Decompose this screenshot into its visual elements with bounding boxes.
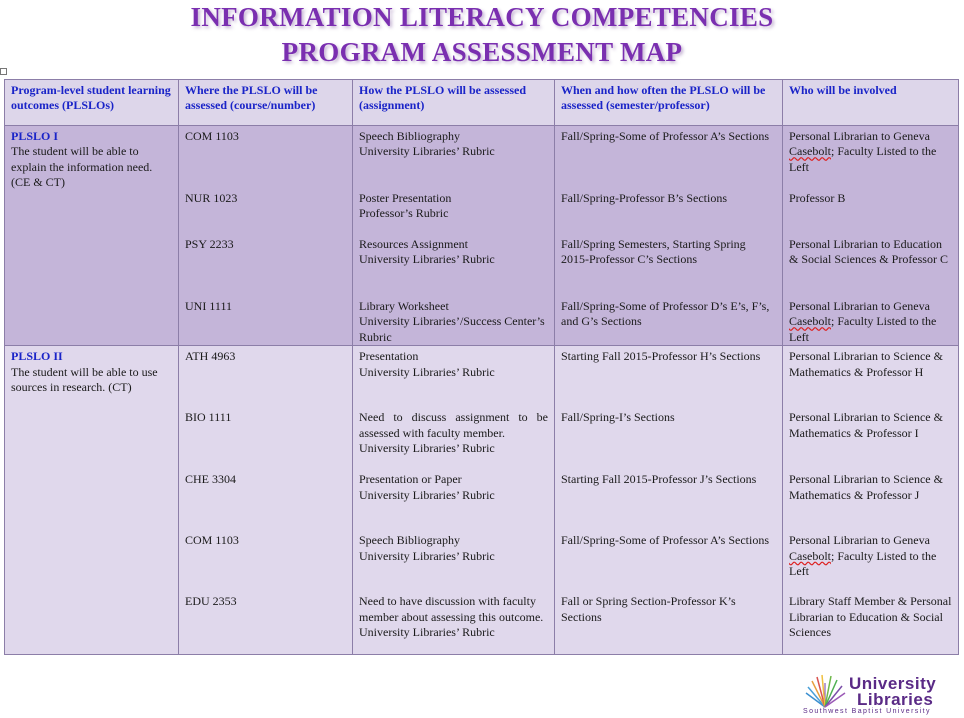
involved-entry: Personal Librarian to Science & Mathematics & Professor H (789, 349, 943, 379)
plslo-1-courses (179, 126, 353, 346)
involved-text: Personal Librarian to Geneva (789, 299, 930, 313)
assignment-line: University Libraries’ Rubric (359, 252, 495, 267)
table-move-handle[interactable] (0, 68, 7, 75)
course-entry: COM 1103 (185, 533, 239, 548)
course-entry: BIO 1111 (185, 410, 232, 425)
involved-text: Personal Librarian to Geneva (789, 129, 930, 143)
header-assignment: How the PLSLO will be assessed (assignment) (353, 80, 555, 126)
course-entry: EDU 2353 (185, 594, 237, 609)
plslo-1-schedule (555, 126, 783, 346)
schedule-entry: Fall/Spring-Professor B’s Sections (561, 191, 728, 205)
schedule-entry: Fall/Spring-I’s Sections (561, 410, 675, 425)
logo-line-3: Southwest Baptist University (803, 708, 931, 715)
assignment-entry (359, 129, 548, 191)
involved-entry: Library Staff Member & Personal Librarian to Education & Social Sciences (789, 594, 952, 640)
assignment-line: University Libraries’ Rubric (359, 441, 495, 456)
assignment-line: Presentation (359, 349, 419, 364)
university-libraries-logo (803, 671, 959, 717)
course-entry: ATH 4963 (185, 349, 236, 364)
assignment-entry (359, 349, 548, 410)
schedule-entry: Starting Fall 2015-Professor H’s Sections (561, 349, 761, 364)
involved-entry (789, 533, 952, 594)
involved-entry: Personal Librarian to Science & Mathematics & Professor J (789, 472, 943, 502)
assignment-line: Speech Bibliography (359, 129, 460, 143)
header-who: Who will be involved (783, 80, 959, 126)
plslo-1-assignments (353, 126, 555, 346)
involved-entry: Personal Librarian to Science & Mathematics & Professor I (789, 410, 943, 440)
plslo-1-involved (783, 126, 959, 346)
logo-line-2: Libraries (857, 690, 934, 709)
assignment-line: Poster Presentation (359, 191, 452, 205)
assignment-entry (359, 410, 548, 472)
header-row (5, 80, 959, 126)
assignment-line: University Libraries’ Rubric (359, 364, 495, 379)
schedule-entry: Fall/Spring Semesters, Starting Spring 2015-Professor C’s Sections (561, 237, 746, 267)
schedule-entry: Starting Fall 2015-Professor J’s Sections (561, 472, 757, 487)
plslo-2-involved (783, 346, 959, 655)
involved-entry (789, 129, 952, 191)
involved-text: ; Faculty Listed to the Left (789, 548, 937, 579)
assignment-line: Presentation or Paper (359, 472, 462, 487)
course-entry: PSY 2233 (185, 237, 234, 251)
schedule-entry: Fall/Spring-Some of Professor A’s Sections (561, 129, 770, 143)
spellcheck-word[interactable]: Casebolt (789, 314, 831, 329)
plslo-2-cell (5, 346, 179, 655)
involved-entry (789, 299, 952, 345)
schedule-entry: Fall/Spring-Some of Professor D’s E’s, F’s, and G’s Sections (561, 299, 770, 329)
title-line-2: PROGRAM ASSESSMENT MAP (281, 37, 683, 67)
course-entry: NUR 1023 (185, 191, 238, 205)
assessment-map-table (4, 79, 959, 655)
plslo-2-assignments (353, 346, 555, 655)
header-when: When and how often the PLSLO will be assessed (semester/professor) (555, 80, 783, 126)
assignment-line: University Libraries’/Success Center’s Rubric (359, 314, 545, 344)
assignment-line: University Libraries’ Rubric (359, 487, 495, 502)
open-book-icon (803, 673, 849, 709)
plslo-1-title: PLSLO I (11, 129, 59, 143)
schedule-entry: Fall/Spring-Some of Professor A’s Sections (561, 533, 770, 548)
involved-entry: Professor B (789, 191, 846, 205)
assignment-entry (359, 299, 548, 345)
assignment-line: Resources Assignment (359, 237, 468, 251)
assignment-entry: Need to have discussion with faculty member about assessing this outcome. University Libraries’ Rubric (359, 594, 544, 640)
plslo-1-cell (5, 126, 179, 346)
header-course: Where the PLSLO will be assessed (course/number) (179, 80, 353, 126)
assignment-line: Library Worksheet (359, 299, 449, 313)
assignment-line: Professor’s Rubric (359, 206, 449, 221)
assignment-entry (359, 237, 548, 299)
spellcheck-word[interactable]: Casebolt (789, 144, 831, 159)
plslo-2-title: PLSLO II (11, 349, 63, 364)
title-line-1: INFORMATION LITERACY COMPETENCIES (190, 2, 774, 32)
assignment-entry (359, 472, 548, 533)
table-row-plslo-1 (5, 126, 959, 346)
assignment-entry (359, 533, 548, 594)
assignment-entry (359, 191, 548, 237)
involved-text: ; Faculty Listed to the Left (789, 144, 937, 174)
course-entry: UNI 1111 (185, 299, 232, 313)
assignment-line: Need to discuss assignment to be assessed with faculty member. (359, 410, 548, 440)
involved-text: ; Faculty Listed to the Left (789, 314, 937, 344)
table-row-plslo-2 (5, 346, 959, 655)
logo-line-1: University (849, 674, 937, 693)
plslo-2-courses (179, 346, 353, 655)
plslo-1-description: The student will be able to explain the information need. (CE & CT) (11, 144, 153, 190)
header-plslo: Program-level student learning outcomes (PLSLOs) (5, 80, 179, 126)
assignment-line: University Libraries’ Rubric (359, 144, 495, 159)
spellcheck-word[interactable]: Casebolt (789, 548, 831, 563)
plslo-2-schedule (555, 346, 783, 655)
schedule-entry: Fall or Spring Section-Professor K’s Sections (561, 594, 736, 624)
course-entry: CHE 3304 (185, 472, 236, 487)
involved-text: Personal Librarian to Geneva (789, 533, 930, 548)
course-entry: COM 1103 (185, 129, 239, 143)
plslo-2-description: The student will be able to use sources in research. (CT) (11, 364, 158, 395)
involved-entry: Personal Librarian to Education & Social Sciences & Professor C (789, 237, 948, 267)
assignment-line: Speech Bibliography (359, 533, 460, 548)
assignment-line: University Libraries’ Rubric (359, 548, 495, 563)
